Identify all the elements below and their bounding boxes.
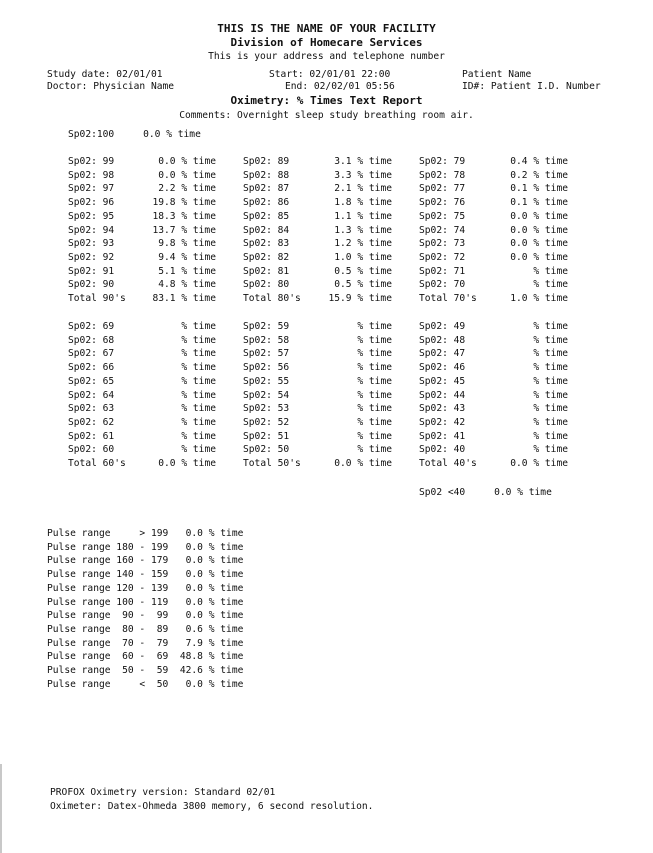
spo2-value: 0.0 % time — [158, 169, 216, 181]
spo2-label: Sp02: 52 — [243, 416, 290, 428]
spo2-label: Sp02: 77 — [419, 183, 466, 195]
pulse-range-row: Pulse range 140 - 159 0.0 % time — [47, 569, 244, 581]
spo2-value: % time — [527, 444, 568, 456]
spo2-label: Sp02: 81 — [243, 265, 290, 277]
end-time: End: 02/02/01 05:56 — [285, 81, 395, 92]
spo2-label: Sp02: 94 — [68, 224, 115, 236]
spo2-value: % time — [175, 348, 216, 360]
spo2-label: Sp02: 51 — [243, 430, 290, 442]
pulse-range-row: Pulse range < 50 0.0 % time — [47, 678, 244, 690]
spo2-value: % time — [351, 334, 392, 346]
spo2-value: 1.0 % time — [334, 251, 392, 263]
division-name: Division of Homecare Services — [230, 36, 423, 49]
spo2-value: % time — [527, 279, 568, 291]
spo2-label: Sp02: 57 — [243, 348, 290, 360]
spo2-value: 1.0 % time — [510, 293, 568, 304]
spo2-label: Sp02: 49 — [419, 321, 466, 332]
spo2-value: % time — [527, 430, 568, 442]
spo2-label: Sp02: 85 — [243, 210, 290, 222]
spo2-value: 1.3 % time — [334, 224, 392, 236]
spo2-label: Sp02: 95 — [68, 210, 115, 222]
spo2-label: Total 70's — [419, 293, 477, 304]
spo2-value: % time — [351, 389, 392, 401]
spo2-value: % time — [527, 416, 568, 428]
spo2-label: Sp02: 60 — [68, 444, 115, 456]
spo2-value: 0.2 % time — [510, 169, 568, 181]
spo2-label: Sp02: 66 — [68, 362, 115, 374]
spo2-value: 3.1 % time — [334, 156, 392, 167]
spo2-value: % time — [351, 348, 392, 360]
spo2-label: Sp02: 72 — [419, 251, 466, 263]
spo2-value: % time — [351, 403, 392, 415]
spo2-label: Total 90's — [68, 293, 126, 304]
spo2-label: Sp02: 73 — [419, 238, 466, 250]
spo2-value: 13.7 % time — [152, 224, 216, 236]
pulse-range-row: Pulse range > 199 0.0 % time — [47, 528, 244, 539]
pulse-range-row: Pulse range 70 - 79 7.9 % time — [47, 637, 244, 649]
footer-version: PROFOX Oximetry version: Standard 02/01 — [50, 787, 276, 798]
spo2-value: % time — [175, 403, 216, 415]
spo2-value: 5.1 % time — [158, 265, 216, 277]
pulse-range-row: Pulse range 100 - 119 0.0 % time — [47, 596, 244, 608]
spo2-label: Sp02: 48 — [419, 334, 466, 346]
spo2-value: 0.0 % time — [510, 210, 568, 222]
spo2-label: Sp02: 50 — [243, 444, 290, 456]
spo2-label: Total 50's — [243, 458, 301, 469]
spo2-label: Sp02: 42 — [419, 416, 466, 428]
spo2-label: Sp02: 83 — [243, 238, 290, 250]
spo2-label: Sp02: 74 — [419, 224, 466, 236]
spo2-label: Sp02: 75 — [419, 210, 466, 222]
spo2-value: 15.9 % time — [328, 293, 392, 304]
spo2-value: % time — [175, 444, 216, 456]
spo2-label: Total 80's — [243, 293, 301, 304]
spo2-label: Sp02: 47 — [419, 348, 466, 360]
spo2-value: % time — [527, 348, 568, 360]
spo2-label: Sp02: 89 — [243, 156, 290, 167]
spo2-label: Sp02: 44 — [419, 389, 466, 401]
spo2-value: 83.1 % time — [152, 293, 216, 304]
spo2-label: Sp02: 59 — [243, 321, 290, 332]
pulse-range-row: Pulse range 80 - 89 0.6 % time — [47, 623, 244, 635]
study-date: Study date: 02/01/01 — [47, 69, 163, 80]
spo2-value: 0.5 % time — [334, 279, 392, 291]
spo2-value: % time — [351, 321, 392, 332]
spo2-value: % time — [175, 416, 216, 428]
spo2-below-40-row: Sp02 <40 0.0 % time — [419, 487, 552, 498]
footer-oximeter: Oximeter: Datex-Ohmeda 3800 memory, 6 second resolution. — [50, 801, 374, 812]
spo2-value: 0.1 % time — [510, 197, 568, 209]
patient-name: Patient Name — [462, 69, 532, 80]
spo2-value: 2.2 % time — [158, 183, 216, 195]
spo2-value: 1.8 % time — [334, 197, 392, 209]
spo2-label: Sp02: 90 — [68, 279, 115, 291]
pulse-range-row: Pulse range 180 - 199 0.0 % time — [47, 541, 244, 553]
spo2-label: Total 60's — [68, 458, 126, 469]
spo2-value: 0.0 % time — [158, 458, 216, 469]
spo2-label: Sp02: 80 — [243, 279, 290, 291]
spo2-label: Sp02: 41 — [419, 430, 466, 442]
spo2-label: Sp02: 67 — [68, 348, 115, 360]
spo2-value: 19.8 % time — [152, 197, 216, 209]
spo2-label: Sp02: 71 — [419, 265, 466, 277]
spo2-label: Sp02: 53 — [243, 403, 290, 415]
spo2-label: Sp02: 43 — [419, 403, 466, 415]
spo2-value: % time — [527, 375, 568, 387]
spo2-value: 9.8 % time — [158, 238, 216, 250]
pulse-range-row: Pulse range 60 - 69 48.8 % time — [47, 651, 244, 663]
spo2-value: 0.0 % time — [334, 458, 392, 469]
spo2-label: Sp02: 99 — [68, 156, 115, 167]
spo2-label: Sp02: 98 — [68, 169, 115, 181]
spo2-value: % time — [351, 362, 392, 374]
spo2-value: 0.0 % time — [510, 238, 568, 250]
pulse-range-row: Pulse range 160 - 179 0.0 % time — [47, 555, 244, 567]
spo2-label: Sp02: 96 — [68, 197, 115, 209]
spo2-value: % time — [527, 265, 568, 277]
spo2-value: 0.0 % time — [158, 156, 216, 167]
spo2-value: % time — [351, 416, 392, 428]
spo2-label: Sp02: 56 — [243, 362, 290, 374]
spo2-label: Sp02: 87 — [243, 183, 290, 195]
spo2-label: Sp02: 65 — [68, 375, 115, 387]
spo2-label: Sp02: 64 — [68, 389, 115, 401]
address-line: This is your address and telephone number — [208, 51, 445, 62]
spo2-label: Sp02: 76 — [419, 197, 466, 209]
spo2-value: % time — [175, 430, 216, 442]
patient-id: ID#: Patient I.D. Number — [462, 81, 601, 92]
spo2-value: 9.4 % time — [158, 251, 216, 263]
spo2-label: Sp02: 45 — [419, 375, 466, 387]
doctor-name: Doctor: Physician Name — [47, 81, 175, 92]
spo2-label: Sp02: 55 — [243, 375, 290, 387]
pulse-range-row: Pulse range 50 - 59 42.6 % time — [47, 665, 244, 676]
report-title: Oximetry: % Times Text Report — [230, 94, 423, 107]
spo2-label: Sp02: 84 — [243, 224, 290, 236]
spo2-label: Sp02: 88 — [243, 169, 290, 181]
spo2-value: 2.1 % time — [334, 183, 392, 195]
spo2-value: % time — [527, 389, 568, 401]
spo2-label: Sp02: 61 — [68, 430, 115, 442]
spo2-value: % time — [351, 375, 392, 387]
spo2-value: % time — [175, 321, 216, 332]
spo2-label: Sp02: 70 — [419, 279, 466, 291]
spo2-value: 0.5 % time — [334, 265, 392, 277]
pulse-range-row: Pulse range 120 - 139 0.0 % time — [47, 582, 244, 594]
spo2-value: % time — [175, 375, 216, 387]
spo2-value: 18.3 % time — [152, 210, 216, 222]
spo2-value: 0.4 % time — [510, 156, 568, 167]
spo2-label: Sp02: 93 — [68, 238, 115, 250]
left-edge-divider — [0, 764, 2, 853]
spo2-value: % time — [175, 362, 216, 374]
spo2-value: 4.8 % time — [158, 279, 216, 291]
spo2-value: 1.2 % time — [334, 238, 392, 250]
spo2-label: Sp02: 82 — [243, 251, 290, 263]
spo2-value: 0.0 % time — [510, 224, 568, 236]
spo2-label: Sp02: 91 — [68, 265, 115, 277]
spo2-label: Sp02: 79 — [419, 156, 466, 167]
spo2-value: % time — [527, 403, 568, 415]
start-time: Start: 02/01/01 22:00 — [269, 69, 391, 80]
spo2-label: Sp02: 69 — [68, 321, 115, 332]
spo2-100-row: Sp02:100 0.0 % time — [68, 129, 201, 140]
spo2-value: % time — [527, 334, 568, 346]
pulse-range-row: Pulse range 90 - 99 0.0 % time — [47, 610, 244, 622]
spo2-label: Sp02: 86 — [243, 197, 290, 209]
spo2-value: 1.1 % time — [334, 210, 392, 222]
spo2-label: Sp02: 78 — [419, 169, 466, 181]
spo2-value: 0.0 % time — [510, 458, 568, 469]
spo2-label: Sp02: 92 — [68, 251, 115, 263]
spo2-value: 0.0 % time — [510, 251, 568, 263]
facility-name: THIS IS THE NAME OF YOUR FACILITY — [217, 22, 436, 35]
spo2-value: % time — [351, 444, 392, 456]
spo2-label: Sp02: 58 — [243, 334, 290, 346]
spo2-label: Total 40's — [419, 458, 477, 469]
spo2-label: Sp02: 46 — [419, 362, 466, 374]
spo2-label: Sp02: 40 — [419, 444, 466, 456]
spo2-label: Sp02: 62 — [68, 416, 115, 428]
spo2-value: % time — [175, 334, 216, 346]
spo2-label: Sp02: 54 — [243, 389, 290, 401]
spo2-value: % time — [175, 389, 216, 401]
spo2-value: 3.3 % time — [334, 169, 392, 181]
spo2-label: Sp02: 63 — [68, 403, 115, 415]
spo2-label: Sp02: 68 — [68, 334, 115, 346]
spo2-value: % time — [527, 321, 568, 332]
spo2-value: 0.1 % time — [510, 183, 568, 195]
spo2-value: % time — [527, 362, 568, 374]
comments: Comments: Overnight sleep study breathing room air. — [179, 110, 474, 121]
spo2-value: % time — [351, 430, 392, 442]
spo2-label: Sp02: 97 — [68, 183, 115, 195]
